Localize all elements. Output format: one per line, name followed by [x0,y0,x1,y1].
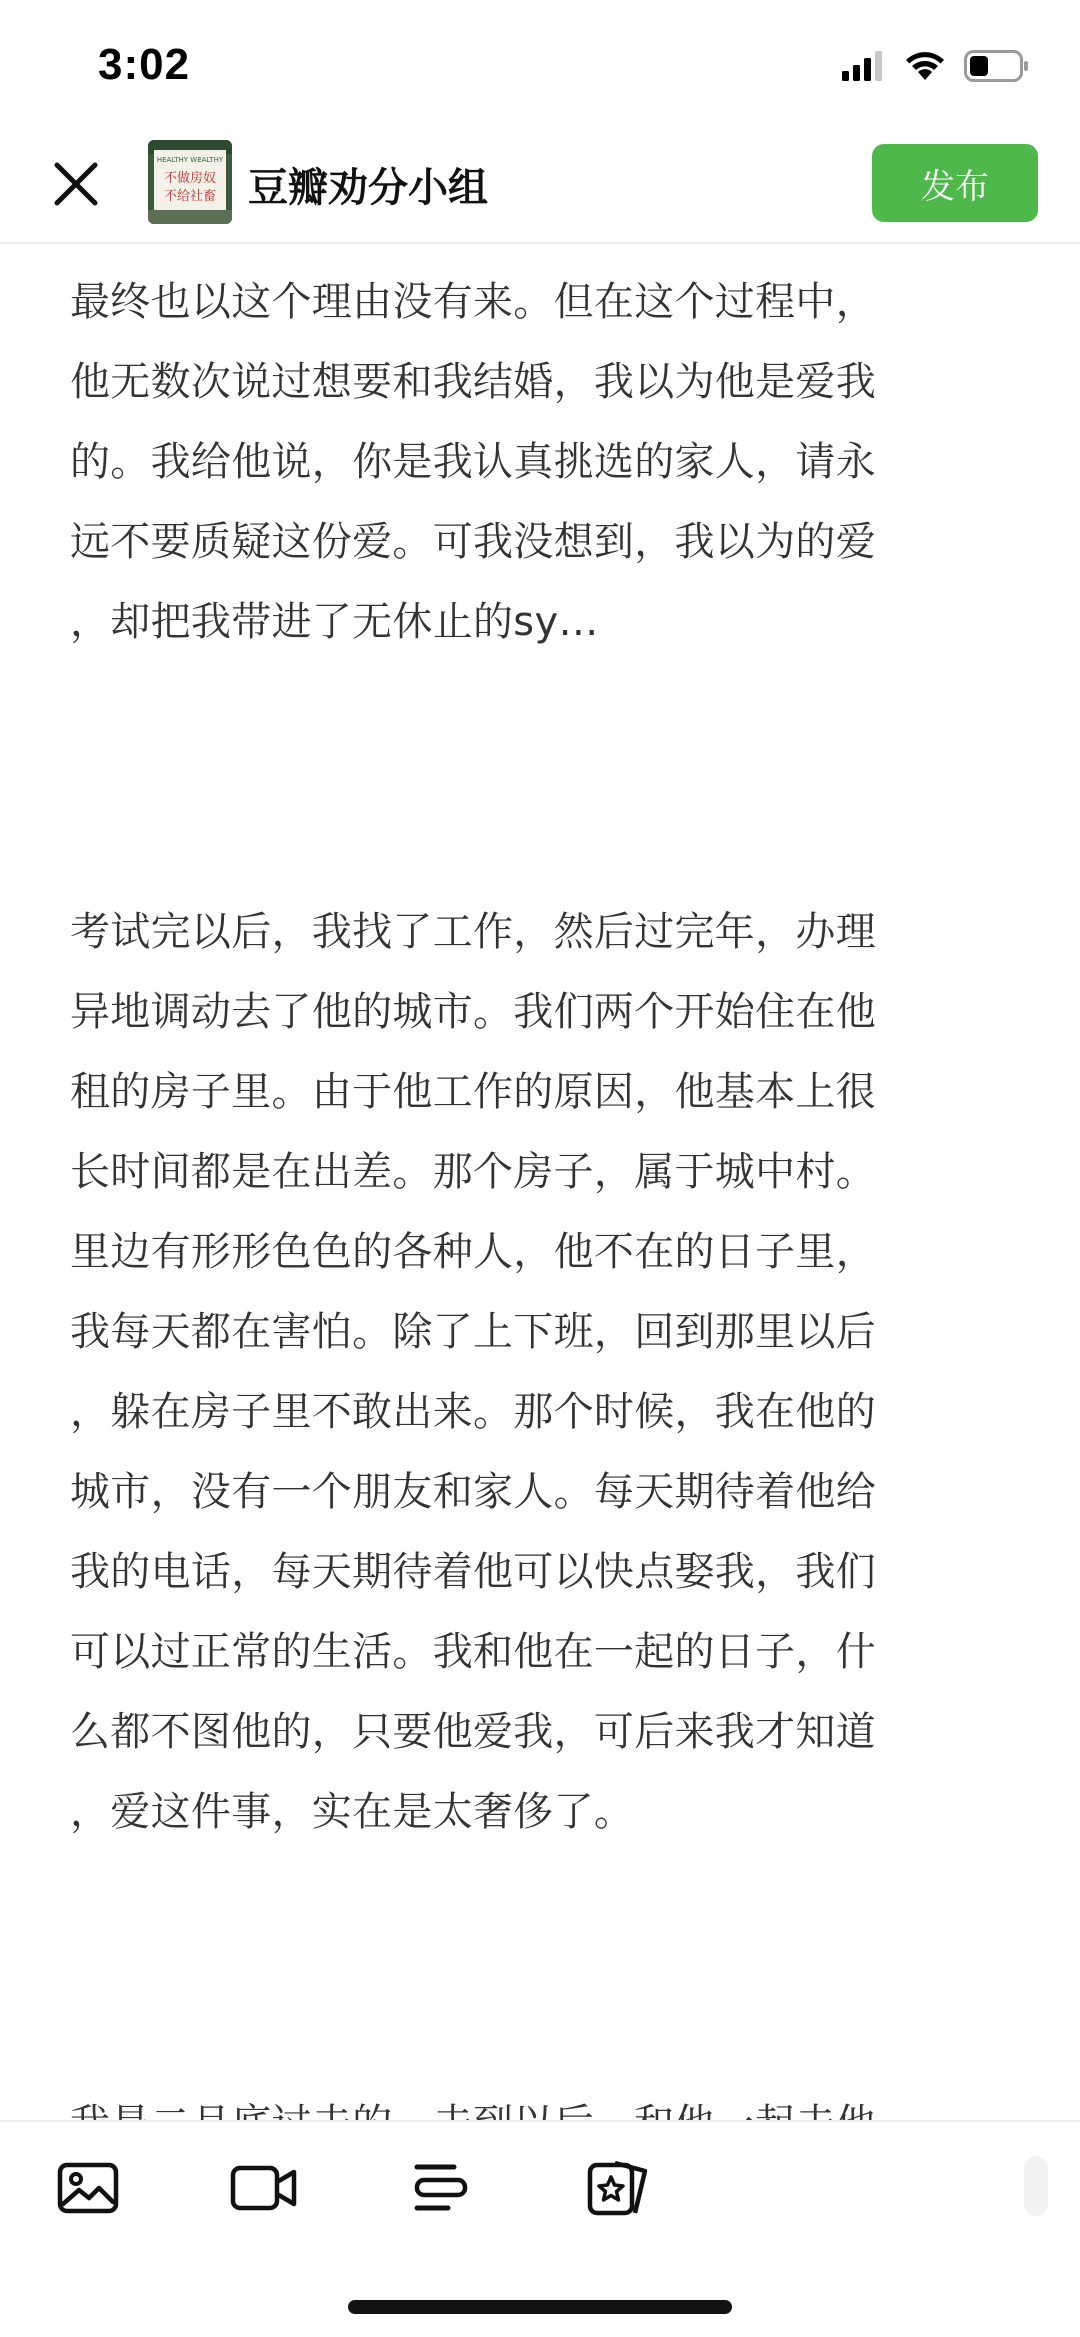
insert-image-button[interactable] [52,2152,124,2224]
publish-button[interactable]: 发布 [872,144,1038,222]
text-line: 最终也以这个理由没有来。但在这个过程中， [70,279,876,325]
battery-icon [964,50,1030,82]
insert-video-button[interactable] [228,2152,300,2224]
text-format-button[interactable] [405,2152,477,2224]
text-line: 可以过正常的生活。我和他在一起的日子，什 [70,1629,876,1675]
group-name: 豆瓣劝分小组 [248,165,488,211]
group-avatar[interactable] [148,140,232,224]
paragraph-1 [70,262,1020,662]
sticker-icon [587,2159,651,2217]
close-icon [53,161,99,207]
toolbar-scroll-handle[interactable] [1024,2156,1048,2216]
insert-sticker-button[interactable] [583,2152,655,2224]
text-line: ，却把我带进了无休止的sy… [70,599,599,645]
group-avatar-image [148,140,232,224]
text-line: 我每天都在害怕。除了上下班，回到那里以后 [70,1309,876,1355]
text-line: 他无数次说过想要和我结婚，我以为他是爱我 [70,359,876,405]
close-button[interactable] [50,158,102,210]
status-time: 3:02 [98,40,191,89]
text-line: 考试完以后，我找了工作，然后过完年，办理 [70,909,876,955]
text-line: 长时间都是在出差。那个房子，属于城中村。 [70,1149,876,1195]
text-line: 远不要质疑这份爱。可我没想到，我以为的爱 [70,519,876,565]
avatar-sign-line-2: 不做房奴 [163,171,217,186]
wifi-icon [904,50,946,82]
text-line: 我的电话，每天期待着他可以快点娶我，我们 [70,1549,876,1595]
avatar-sign-line-3: 不给社畜 [163,189,217,204]
image-icon [57,2162,119,2214]
text-line: 异地调动去了他的城市。我们两个开始住在他 [70,989,876,1035]
text-line: 么都不图他的，只要他爱我，可后来我才知道 [70,1709,876,1755]
text-line: 里边有形形色色的各种人，他不在的日子里， [70,1229,876,1275]
text-line: 城市，没有一个朋友和家人。每天期待着他给 [70,1469,876,1515]
video-icon [230,2164,298,2212]
paragraph-spacer [70,1852,1020,2084]
paragraph-2 [70,892,1020,1852]
header [0,140,1080,244]
text-line: 租的房子里。由于他工作的原因，他基本上很 [70,1069,876,1115]
status-bar [0,0,1080,140]
cellular-signal-icon [842,51,886,81]
paragraph-spacer [70,662,1020,892]
text-format-icon [412,2161,470,2215]
avatar-sign-line-1: HEALTHY WEALTHY [156,156,224,164]
text-line: 的。我给他说，你是我认真挑选的家人，请永 [70,439,876,485]
text-line: ，爱这件事，实在是太奢侈了。 [70,1789,635,1835]
text-line: ，躲在房子里不敢出来。那个时候，我在他的 [70,1389,876,1435]
post-body[interactable] [70,262,1020,2164]
home-indicator[interactable] [348,2300,732,2314]
status-icons [842,50,1030,82]
